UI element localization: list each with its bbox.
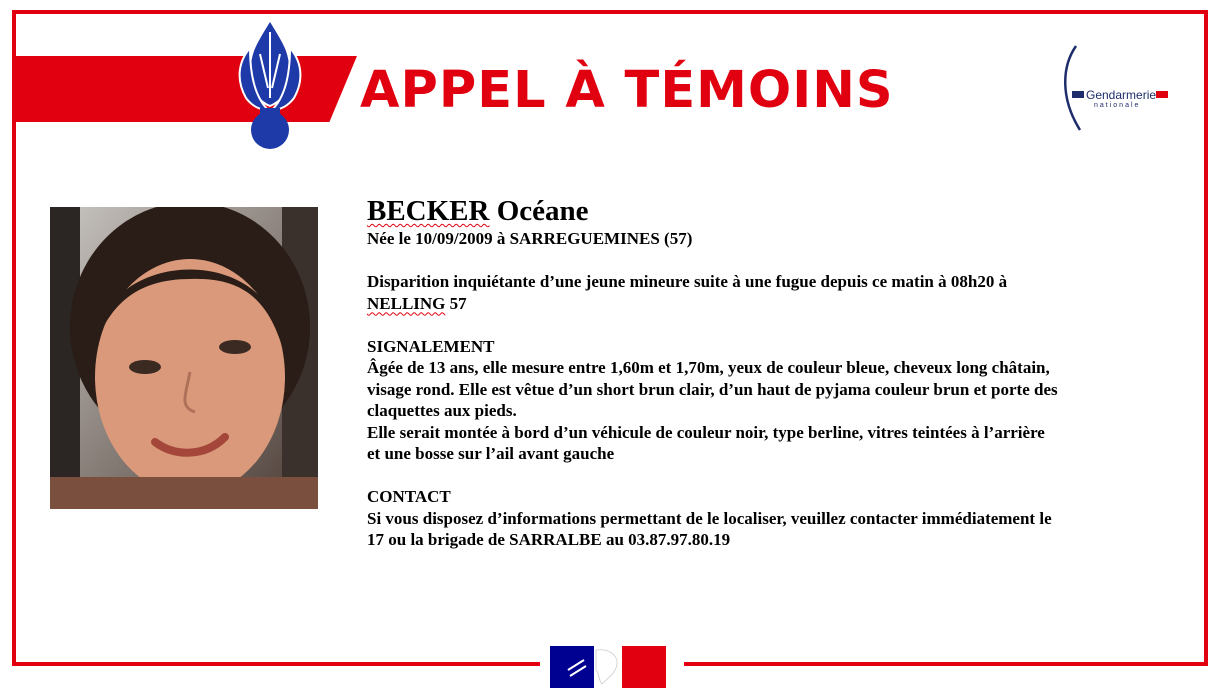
logo-name: Gendarmerie (1086, 88, 1157, 102)
disappearance-place: NELLING (367, 293, 446, 313)
description-heading: SIGNALEMENT (367, 336, 495, 356)
person-surname: BECKER (367, 195, 490, 227)
disappearance-line-2 (367, 293, 1127, 315)
description-line: visage rond. Elle est vêtue d’un short brun clair, d’un haut de pyjama couleur brun et porte des (367, 379, 1058, 399)
disappearance-place-suffix: 57 (445, 293, 467, 313)
birth-info: Née le 10/09/2009 à SARREGUEMINES (57) (367, 229, 693, 248)
description-line: et une bosse sur l’ail avant gauche (367, 444, 615, 463)
notice-content (367, 194, 1127, 551)
missing-person-photo (50, 207, 318, 509)
logo-subtitle: nationale (1094, 102, 1141, 109)
description-line: Elle serait montée à bord d’un véhicule de couleur noir, type berline, vitres teintées à l’arrière (367, 422, 1045, 442)
person-firstname: Océane (496, 195, 589, 227)
contact-line: 17 ou la brigade de SARRALBE au 03.87.97.80.19 (367, 530, 731, 549)
page-title: APPEL À TÉMOINS (360, 61, 894, 120)
contact-line: Si vous disposez d’informations permettant de le localiser, veuillez contacter immédiatement le (367, 508, 1052, 528)
gendarmerie-flame-icon (230, 18, 310, 150)
description-line: claquettes aux pieds. (367, 401, 517, 420)
description-line: Âgée de 13 ans, elle mesure entre 1,60m et 1,70m, yeux de couleur bleue, cheveux long châtain, (367, 358, 1050, 377)
contact-heading: CONTACT (367, 487, 451, 506)
person-name (367, 194, 1127, 228)
marianne-logo (550, 646, 666, 688)
disappearance-line-1: Disparition inquiétante d’une jeune mineure suite à une fugue depuis ce matin à 08h20 à (367, 272, 1008, 291)
